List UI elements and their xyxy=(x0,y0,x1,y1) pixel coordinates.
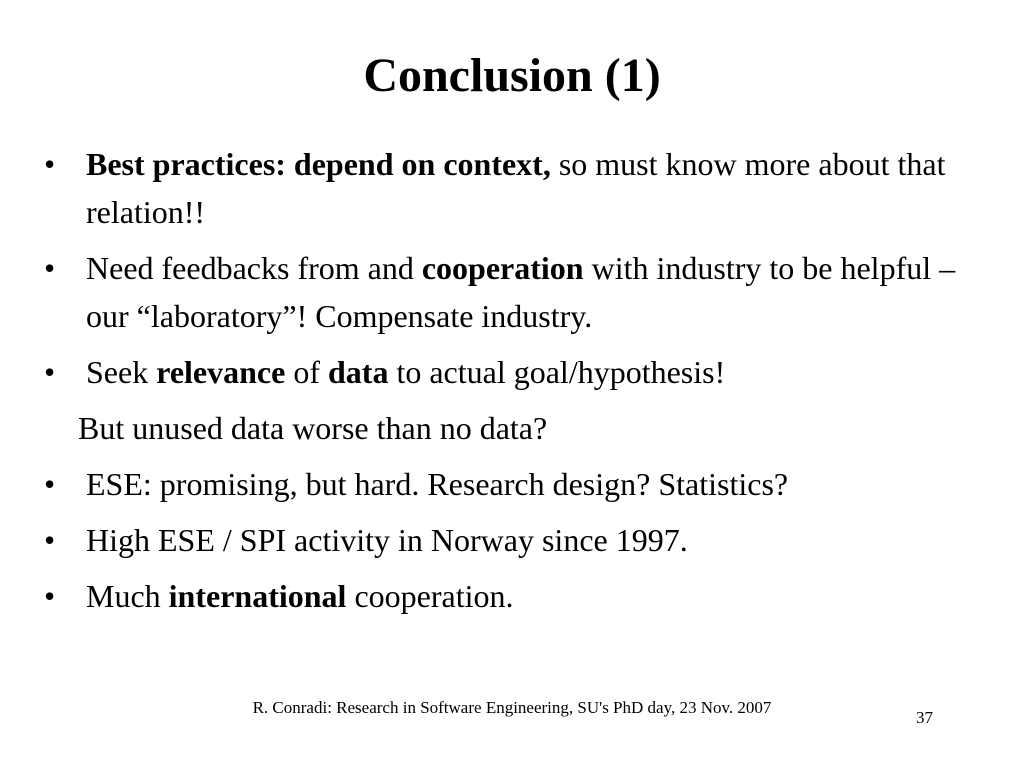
bullet-text: ESE: promising, but hard. Research design? Statistics? xyxy=(86,466,789,502)
page-number: 37 xyxy=(916,708,933,727)
slide-footer: R. Conradi: Research in Software Engineering, SU's PhD day, 23 Nov. 2007 xyxy=(252,698,772,717)
bullet-icon: • xyxy=(44,250,56,286)
bullet-text: with industry to be helpful – our “laboratory”! Compensate industry. xyxy=(86,250,956,334)
bullet-item-norway xyxy=(44,516,1004,564)
bullet-bold-text: data xyxy=(327,354,389,390)
bullet-bold-text: international xyxy=(168,578,347,614)
bullet-icon: • xyxy=(44,466,56,502)
slide-title: Conclusion (1) xyxy=(363,49,661,102)
bullet-bold-text: relevance xyxy=(156,354,286,390)
bullet-text: Much xyxy=(86,578,169,614)
bullet-icon: • xyxy=(44,146,56,182)
bullet-text: so must know more about that relation!! xyxy=(86,146,946,230)
bullet-text: High ESE / SPI activity in Norway since 1997. xyxy=(86,522,688,558)
bullet-bold-text: Best practices: depend on context, xyxy=(86,146,551,182)
bullet-text: of xyxy=(285,354,328,390)
bullet-icon: • xyxy=(44,354,56,390)
bullet-item-international xyxy=(44,572,1004,620)
bullet-icon: • xyxy=(44,578,56,614)
bullet-item-best-practices xyxy=(44,140,1004,236)
bullet-item-unused-data xyxy=(44,404,1004,452)
bullet-list xyxy=(44,140,1004,628)
bullet-text: cooperation. xyxy=(346,578,514,614)
bullet-text: Seek xyxy=(86,354,157,390)
bullet-text: to actual goal/hypothesis! xyxy=(388,354,726,390)
bullet-item-ese xyxy=(44,460,1004,508)
bullet-item-relevance xyxy=(44,348,1004,396)
bullet-text: Need feedbacks from and xyxy=(86,250,422,286)
bullet-item-cooperation xyxy=(44,244,1004,340)
bullet-text: But unused data worse than no data? xyxy=(78,410,548,446)
bullet-bold-text: cooperation xyxy=(421,250,584,286)
bullet-icon: • xyxy=(44,522,56,558)
